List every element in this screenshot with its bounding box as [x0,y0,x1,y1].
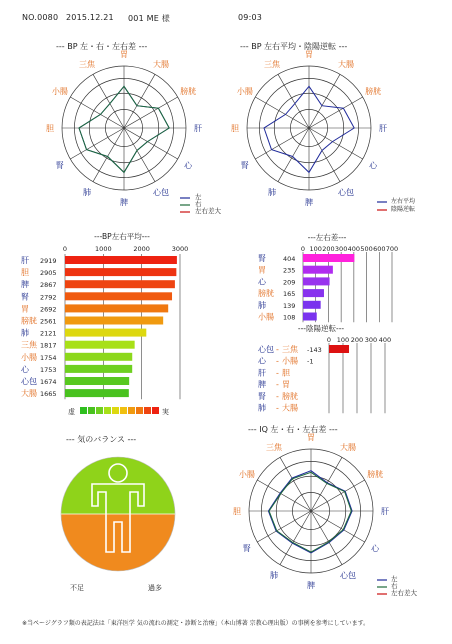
radar-iq-axis-label: 心包 [340,571,356,581]
radar-bp-lr-axis-label: 脾 [120,198,128,207]
record-number: NO.0080 [22,13,59,22]
lr-diff-tick: 400 [347,245,361,253]
radar-bp-lr-axis-label: 小腸 [51,87,68,96]
legend-average: 左右平均 [391,198,416,205]
bp-average-title: ---BP左右平均--- [94,232,150,241]
scale-left-label: 虚 [68,408,75,416]
radar-bp-lr-axis-label: 胆 [46,124,54,133]
ki-balance-figure [56,448,186,583]
bp-average-value-label: 1817 [40,341,57,350]
scale-swatch [96,407,103,414]
bp-average-category: 腎 [21,292,29,302]
lr-diff-value-label: 209 [283,278,296,287]
patient-name: 001 ME 様 [128,14,170,23]
scale-swatch [112,407,119,414]
bp-average-category: 脾 [21,280,29,290]
radar-bp-lr-axis-label: 肺 [83,188,91,198]
scale-swatch [120,407,127,414]
lr-diff-category: 小腸 [258,312,274,322]
bp-average-value-label: 1665 [40,390,57,399]
bp-average-bar [65,365,132,373]
inversion-tick: 400 [378,336,392,344]
balance-low-label: 不足 [70,584,84,592]
bp-average-value-label: 2867 [40,281,57,290]
inversion-separator: - [276,345,279,354]
lr-diff-tick: 600 [373,245,386,253]
inversion-yang-label: 膀胱 [282,391,298,401]
lr-diff-category: 膀胱 [258,289,274,299]
inversion-yin-label: 心 [258,356,266,366]
scale-swatch [104,407,111,414]
radar-bp-lr-axis-label: 三焦 [79,59,95,69]
radar-iq-axis-label: 大腸 [340,442,356,452]
lr-diff-tick: 100 [309,245,322,253]
radar-bp-avg-title: --- BP 左右平均・陰陽逆転 --- [240,42,348,51]
lr-diff-title: ---左右差--- [307,233,347,242]
legend-left: 左 [195,193,202,201]
bp-average-category: 胃 [21,304,29,314]
scale-swatch [88,407,95,414]
bp-average-value-label: 2905 [40,269,57,278]
radar-iq-title: --- IQ 左・右・左右差 --- [248,425,338,434]
inversion-separator: - [276,356,279,366]
bp-average-value-label: 2792 [40,293,57,302]
radar-bp-avg-axis-label: 大腸 [338,59,354,69]
bp-average-bar [65,280,175,288]
radar-bp-lr-axis-label: 心包 [153,188,169,198]
lr-diff-bar [303,277,330,285]
legend-diff: 左右差大 [391,589,417,597]
bp-average-category: 心包 [21,377,37,386]
lr-diff-bar [303,254,354,262]
inversion-yang-label: 小腸 [282,356,298,366]
radar-iq-axis-label: 腎 [242,544,251,553]
lr-diff-value-label: 165 [283,290,296,299]
bp-average-value-label: 1754 [40,353,57,362]
inversion-yin-label: 脾 [258,380,266,390]
bp-average-tick: 2000 [133,245,150,253]
radar-iq-axis-label: 胃 [307,433,315,442]
inversion-separator: - [276,403,279,413]
lr-diff-value-label: 235 [283,266,296,275]
lr-diff-tick: 200 [322,245,335,253]
inversion-yin-label: 肝 [258,368,266,378]
radar-bp-avg-axis-label: 胃 [305,50,313,59]
inversion-yang-label: 胃 [282,380,290,390]
bp-average-value-label: 1753 [40,365,57,374]
radar-bp-avg-axis-label: 三焦 [264,59,280,69]
balance-high-label: 過多 [148,584,162,592]
radar-bp-lr-axis-label: 心 [184,161,193,170]
bp-average-bar [65,341,135,349]
radar-bp-lr-axis-label: 腎 [55,161,64,170]
radar-bp-avg-axis-label: 膀胱 [365,87,382,96]
inversion-yang-label: 大腸 [282,403,298,413]
bp-average-category: 膀胱 [21,316,37,326]
bp-average-value-label: 2919 [40,257,57,265]
legend-left: 左 [391,575,398,583]
inversion-separator: - [276,368,279,378]
bp-average-value-label: 1674 [40,378,57,386]
inversion-yin-label: 腎 [258,391,266,401]
radar-iq-axis-label: 小腸 [238,470,255,479]
scale-swatch [152,407,159,414]
inversion-yin-label: 心包 [258,345,274,354]
inversion-tick: 100 [336,336,350,344]
legend-right: 右 [391,582,398,590]
bp-average-category: 心 [21,364,29,374]
inversion-tick: 200 [350,336,364,344]
radar-bp-avg-axis-label: 心包 [338,188,354,198]
radar-bp-avg-axis-label: 心 [369,161,378,170]
radar-bp-avg-axis-label: 小腸 [236,87,253,96]
bp-average-bar [65,256,177,264]
radar-bp-avg-axis-label: 肝 [379,124,387,133]
bp-average-category: 肝 [21,256,29,265]
footnote: ※当ページグラフ類の表記法は「東洋医学 気の流れの測定・診断と治療」（本山博著 宗教心理出版）の事例を参考にしています。 [22,620,370,627]
radar-bp-lr-axis-label: 胃 [120,50,128,59]
lr-diff-value-label: 404 [283,255,296,263]
inversion-separator: - [276,391,279,401]
record-date: 2015.12.21 [66,13,114,22]
bp-average-category: 大腸 [21,389,37,399]
bp-average-tick: 1000 [95,245,112,253]
radar-iq-axis-label: 肺 [270,571,278,581]
scale-swatch [136,407,143,414]
legend-right: 右 [195,200,202,208]
radar-bp-avg-axis-label: 腎 [240,161,249,170]
lr-diff-category: 肺 [258,300,266,310]
inversion-separator: - [276,380,279,390]
inversion-value-label: -1 [307,357,314,366]
lr-diff-bar [303,313,317,321]
record-time: 09:03 [238,13,263,22]
lr-diff-category: 胃 [258,265,266,275]
balance-title: --- 気のバランス --- [66,435,137,444]
scale-swatch [144,407,151,414]
bp-average-bar [65,353,132,361]
bp-average-bar [65,268,176,276]
bp-average-category: 三焦 [21,340,37,350]
bp-average-bar [65,329,146,337]
radar-iq-axis-label: 脾 [307,581,315,590]
lr-diff-bar [303,289,324,297]
bp-average-value-label: 2692 [40,305,57,314]
bp-average-bar [65,389,129,397]
inversion-tick: 300 [364,336,378,344]
inversion-value-label: -143 [307,346,322,354]
bp-average-category: 胆 [21,268,29,278]
radar-bp-avg-axis-label: 脾 [305,198,313,207]
radar-bp-avg-axis-label: 胆 [231,124,239,133]
lr-diff-tick: 0 [300,245,306,253]
scale-swatch [80,407,87,414]
radar-bp-avg-axis-label: 肺 [268,188,276,198]
balance-lower-half [56,514,186,584]
radar-iq-axis-label: 三焦 [266,442,282,452]
inversion-bar [329,345,349,353]
bp-average-value-label: 2121 [40,329,57,338]
lr-diff-value-label: 108 [283,313,296,322]
radar-iq-axis-label: 心 [371,544,380,553]
bp-average-bar [65,292,172,300]
bp-average-tick: 3000 [171,245,189,253]
lr-diff-category: 腎 [258,254,266,263]
inversion-title: ---陰陽逆転--- [297,324,345,333]
radar-iq-axis-label: 肝 [381,507,389,516]
lr-diff-value-label: 139 [283,301,296,310]
scale-right-label: 実 [162,408,169,416]
lr-diff-category: 心 [258,277,266,287]
lr-diff-tick: 500 [360,245,373,253]
bp-average-bar [65,377,129,385]
bp-average-tick: 0 [62,245,68,253]
scale-swatch [128,407,135,414]
inversion-yin-label: 肺 [258,403,266,413]
inversion-yang-label: 胆 [282,368,290,378]
legend-diff: 左右差大 [195,207,221,215]
radar-bp-lr-title: --- BP 左・右・左右差 --- [56,42,148,51]
bp-average-value-label: 2561 [40,317,57,326]
lr-diff-bar [303,301,321,309]
radar-bp-lr-axis-label: 膀胱 [180,87,197,96]
bp-average-category: 肺 [21,328,29,338]
bp-average-category: 小腸 [21,352,37,362]
radar-iq-axis-label: 膀胱 [367,470,384,479]
inversion-yang-label: 三焦 [282,345,298,354]
radar-bp-lr-axis-label: 肝 [194,124,202,133]
radar-iq-axis-label: 胆 [233,507,241,516]
lr-diff-bar [303,266,333,274]
bp-average-bar [65,317,163,325]
lr-diff-tick: 700 [385,245,399,253]
inversion-tick: 0 [326,336,332,344]
lr-diff-tick: 300 [334,245,348,253]
legend-inversion: 陰陽逆転 [391,206,416,213]
radar-bp-lr-axis-label: 大腸 [153,59,169,69]
bp-average-bar [65,304,168,312]
